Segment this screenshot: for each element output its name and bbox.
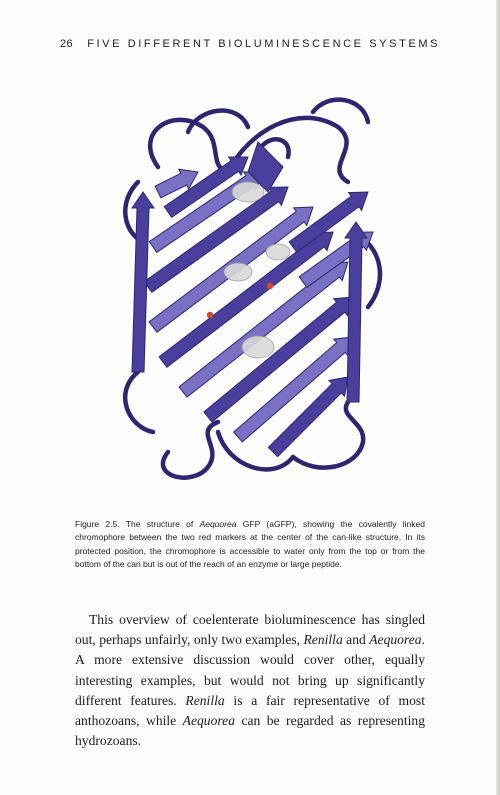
- beta-strand-ribbon: [268, 377, 348, 457]
- page-number: 26: [59, 38, 74, 50]
- body-paragraph: This overview of coelenterate bioluminescence has singled out, perhaps unfairly, only two examples, Renilla and Aequorea. A more extensive discussion would cover other, equally interesting examples, but would not bring up significantly different features. Renilla is a fair representative of most anthozoans, while Aequorea can be regarded as representing hydrozoans.: [75, 612, 425, 749]
- chromophore-segment: [266, 244, 290, 260]
- chromophore-segment: [232, 182, 264, 202]
- page-header: [0, 38, 500, 50]
- figure-caption: Figure 2.5. The structure of Aequorea GFP (aGFP), showing the covalently linked chromophore between the two red markers at the center of the can-like structure. In its protected position, the chromophore is accessible to water only from the top or from the bottom of the can but is out of the reach of an enzyme or large peptide.: [75, 519, 425, 570]
- gfp-ribbon-illustration: [98, 72, 398, 492]
- chromophore-red-marker: [267, 283, 273, 289]
- chromophore-segment: [242, 336, 274, 358]
- page-spine-edge: [496, 0, 500, 795]
- gfp-structure-figure: [98, 72, 398, 492]
- running-head: FIVE DIFFERENT BIOLUMINESCENCE SYSTEMS: [87, 38, 441, 50]
- chromophore-red-marker: [207, 312, 213, 318]
- figure-label: Figure 2.5.: [75, 519, 120, 529]
- species-name: Aequorea: [199, 519, 237, 529]
- chromophore-segment: [224, 263, 252, 281]
